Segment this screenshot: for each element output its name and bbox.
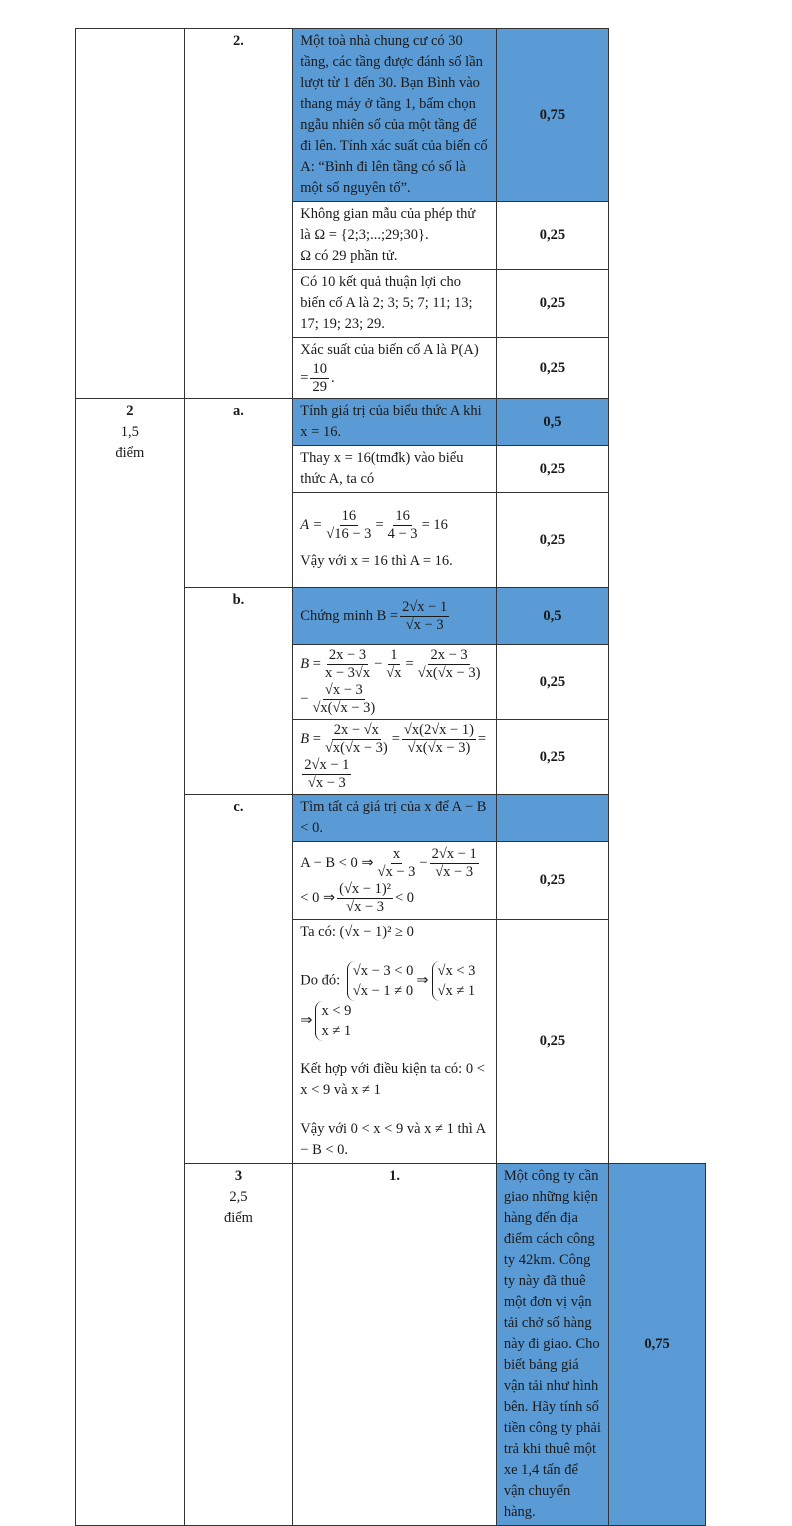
math: = 16 [421,516,448,533]
step-text: Vậy với x = 16 thì A = 16. [300,553,453,569]
sub-label: c. [184,795,293,1164]
step-text: Ω có 29 phần tử. [300,248,398,264]
score: 0,5 [496,588,608,645]
solution-step: Có 10 kết quả thuận lợi cho biến cố A là 2; 3; 5; 7; 11; 13; 17; 19; 23; 29. [293,270,497,338]
question-number-cell [184,1164,293,1526]
score: 0,25 [496,446,608,493]
score: 0,25 [496,202,608,270]
solution-step: A − B < 0 ⇒ $\frac{x}{√x - 3}$ − $\frac{2√x - 1}{√x - 3}$ < 0 ⇒ $\frac{\text{(√x − 1)²}}{√x - 3}$ < 0 [293,842,497,920]
points-unit: điểm [223,1210,253,1226]
sub-label: a. [184,399,293,588]
sub-label: b. [184,588,293,795]
question-prompt: Tìm tất cả giá trị của x để A − B < 0. [293,795,497,842]
step-text: Vậy với 0 < x < 9 và x ≠ 1 thì A − B < 0. [300,1121,486,1158]
score: 0,75 [496,29,608,202]
fraction [310,361,329,396]
system-of-inequalities: Do đó: √x − 3 < 0 √x − 1 ≠ 0 ⇒ √x < 3 √x ≠ 1 ⇒ x < 9 x ≠ 1 [300,963,476,1039]
fraction: $\frac{16}{√16 - 3}$ [326,508,372,542]
solution-step: B = $\frac{2x - 3}{x - 3√x}$ − $\frac{1}{√x}$ = $\frac{2x - 3}{√x(√x - 3)}$ − $\frac{√x - 3}{√x(√x - 3)}$ [293,645,497,720]
solution-step: A = $\frac{16}{√16 - 3}$ = $\frac{16}{4 - 3}$ = 16 Vậy với x = 16 thì A = 16. [293,493,497,588]
denominator: 29 [312,379,327,395]
question-number: 3 [234,1168,243,1184]
points-unit: điểm [115,445,145,461]
question-prompt: Một công ty cần giao những kiện hàng đến địa điểm cách công ty 42km. Công ty này đã thuê một đơn vị vận tải chở số hàng này đi giao. Cho biết bảng giá vận tải như hình bên. Hãy tính số tiền công ty phải trả khi thuê một xe 1,4 tấn để vận chuyển hàng. [496,1164,608,1526]
question-number-cell [76,399,185,1526]
step-text: Xác suất của biến cố A là P(A) = [300,342,479,386]
question-prompt: Chứng minh B = $\frac{2√x - 1}{√x - 3}$ [293,588,497,645]
solution-step: B = $\frac{2x - √x}{√x(√x - 3)}$ = $\frac{√x(2√x - 1)}{√x(√x - 3)}$ = $\frac{2√x - 1}{√x - 3}$ [293,720,497,795]
fraction: $\frac{2√x - 1}{√x - 3}$ [402,598,448,633]
score: 0,25 [496,270,608,338]
score: 0,25 [496,493,608,588]
score: 0,75 [609,1164,706,1526]
sub-number: 2. [184,29,293,399]
score: 0,25 [496,720,608,795]
solution-step: Thay x = 16(tmđk) vào biểu thức A, ta có [293,446,497,493]
solution-step [293,202,497,270]
score: 0,25 [496,338,608,399]
math: A = [300,516,323,533]
points: 1,5 [120,424,139,440]
question-cell-empty [76,29,185,399]
numerator: 10 [312,361,327,377]
score-empty [496,795,608,842]
solution-step [293,920,497,1164]
step-text: Ta có: (√x − 1)² ≥ 0 [300,924,414,940]
solution-step: Xác suất của biến cố A là P(A) = $\frac{10}{29}$ . [293,338,497,399]
score: 0,5 [496,399,608,446]
question-prompt: Một toà nhà chung cư có 30 tầng, các tầng được đánh số lần lượt từ 1 đến 30. Bạn Bình vào thang máy ở tầng 1, bấm chọn ngẫu nhiên số của một tầng để đi lên. Tính xác suất của biến cố A: “Bình đi lên tầng có số là một số nguyên tố”. [293,29,497,202]
step-text: Không gian mẫu của phép thử là Ω = {2;3;...;29;30}. [300,206,476,243]
step-text: Kết hợp với điều kiện ta có: 0 < x < 9 và x ≠ 1 [300,1061,485,1098]
sub-number: 1. [293,1164,497,1526]
score: 0,25 [496,645,608,720]
question-number: 2 [126,403,134,419]
answer-table [75,28,706,1526]
question-prompt: Tính giá trị của biểu thức A khi x = 16. [293,399,497,446]
score: 0,25 [496,920,608,1164]
points: 2,5 [229,1189,248,1205]
score: 0,25 [496,842,608,920]
fraction: $\frac{16}{4 - 3}$ [387,508,418,542]
